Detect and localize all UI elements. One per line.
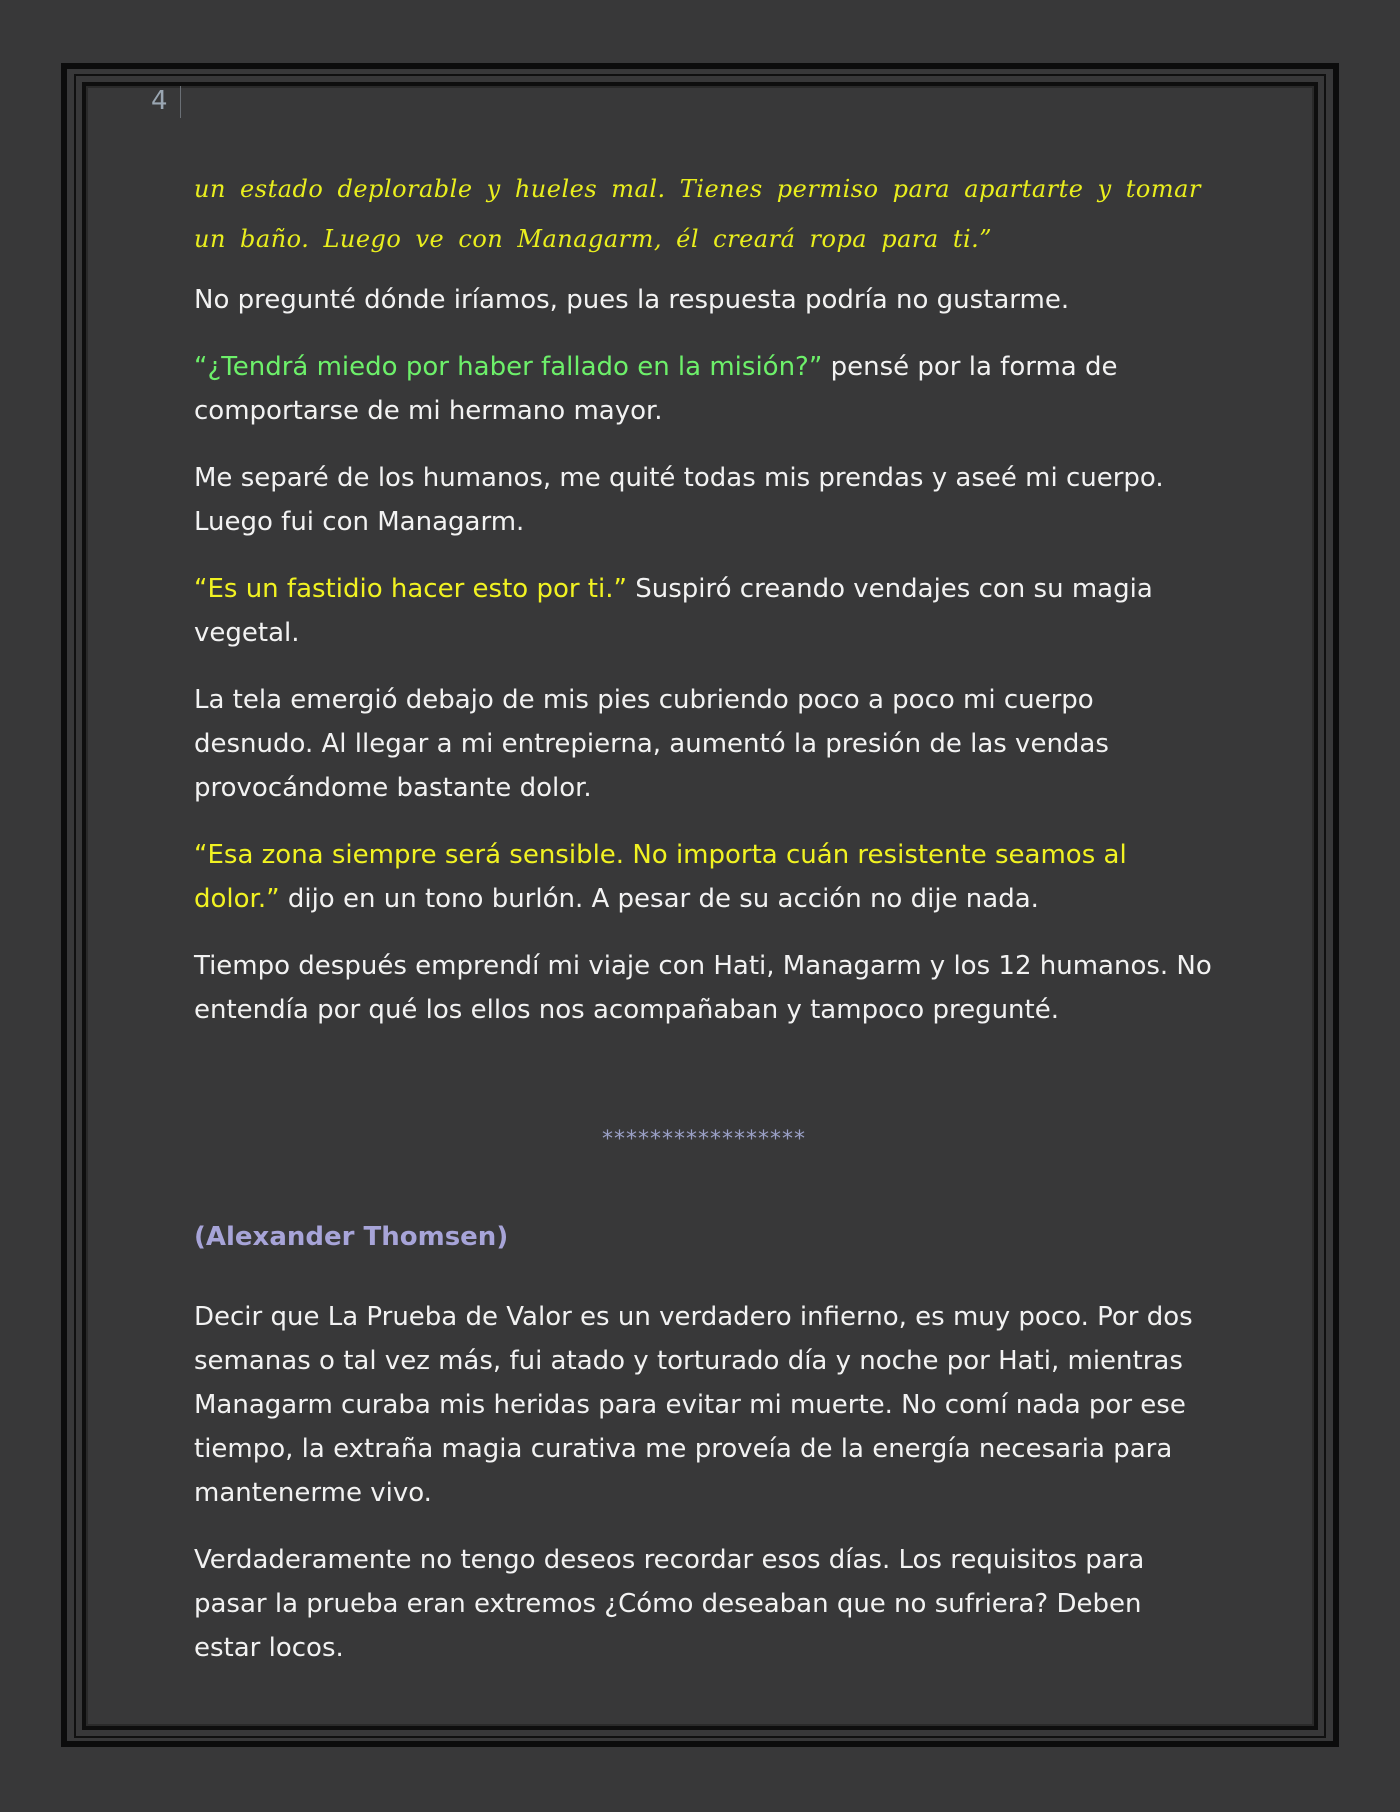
page-number-separator [180,86,181,118]
paragraph-thought [194,345,1214,433]
paragraph: Me separé de los humanos, me quité todas mis prendas y aseé mi cuerpo. Luego fui con Managarm. [194,463,1164,537]
paragraph-dialogue [194,567,1214,655]
paragraph-text: Suspiró creando vendajes con su magia vegetal. [194,574,1153,648]
paragraph: La tela emergió debajo de mis pies cubriendo poco a poco mi cuerpo desnudo. Al llegar a mi entrepierna, aumentó la presión de las vendas provocándome bastante dolor. [194,685,1109,803]
dialogue-quote: “Es un fastidio hacer esto por ti.” [194,574,627,604]
section-heading: (Alexander Thomsen) [194,1222,509,1252]
dialogue-quote: “Esa zona siempre será sensible. No importa cuán resistente seamos al dolor.” [194,840,1127,914]
paragraph: No pregunté dónde iríamos, pues la respuesta podría no gustarme. [194,285,1070,315]
page-number: 4 [151,86,168,116]
paragraph: Tiempo después emprendí mi viaje con Hati, Managarm y los 12 humanos. No entendía por qué los ellos nos acompañaban y tampoco pregunté. [194,951,1212,1025]
page-content [194,164,1214,1693]
paragraph-text: pensé por la forma de comportarse de mi hermano mayor. [194,352,1118,426]
paragraph-text: dijo en un tono burlón. A pesar de su acción no dije nada. [279,884,1039,914]
paragraph-dialogue [194,833,1214,921]
paragraph: Verdaderamente no tengo deseos recordar esos días. Los requisitos para pasar la prueba eran extremos ¿Cómo deseaban que no sufriera? Deben estar locos. [194,1545,1145,1663]
scene-divider: ***************** [602,1127,806,1152]
paragraph-dialogue-script: un estado deplorable y hueles mal. Tienes permiso para apartarte y tomar un baño. Luego ve con Managarm, él creará ropa para ti.” [194,175,1201,253]
thought-quote: “¿Tendrá miedo por haber fallado en la misión?” [194,352,823,382]
paragraph: Decir que La Prueba de Valor es un verdadero infierno, es muy poco. Por dos semanas o tal vez más, fui atado y torturado día y noche por Hati, mientras Managarm curaba mis heridas para evitar mi muerte. No comí nada por ese tiempo, la extraña magia curativa me proveía de la energía necesaria para mantenerme vivo. [194,1302,1193,1508]
